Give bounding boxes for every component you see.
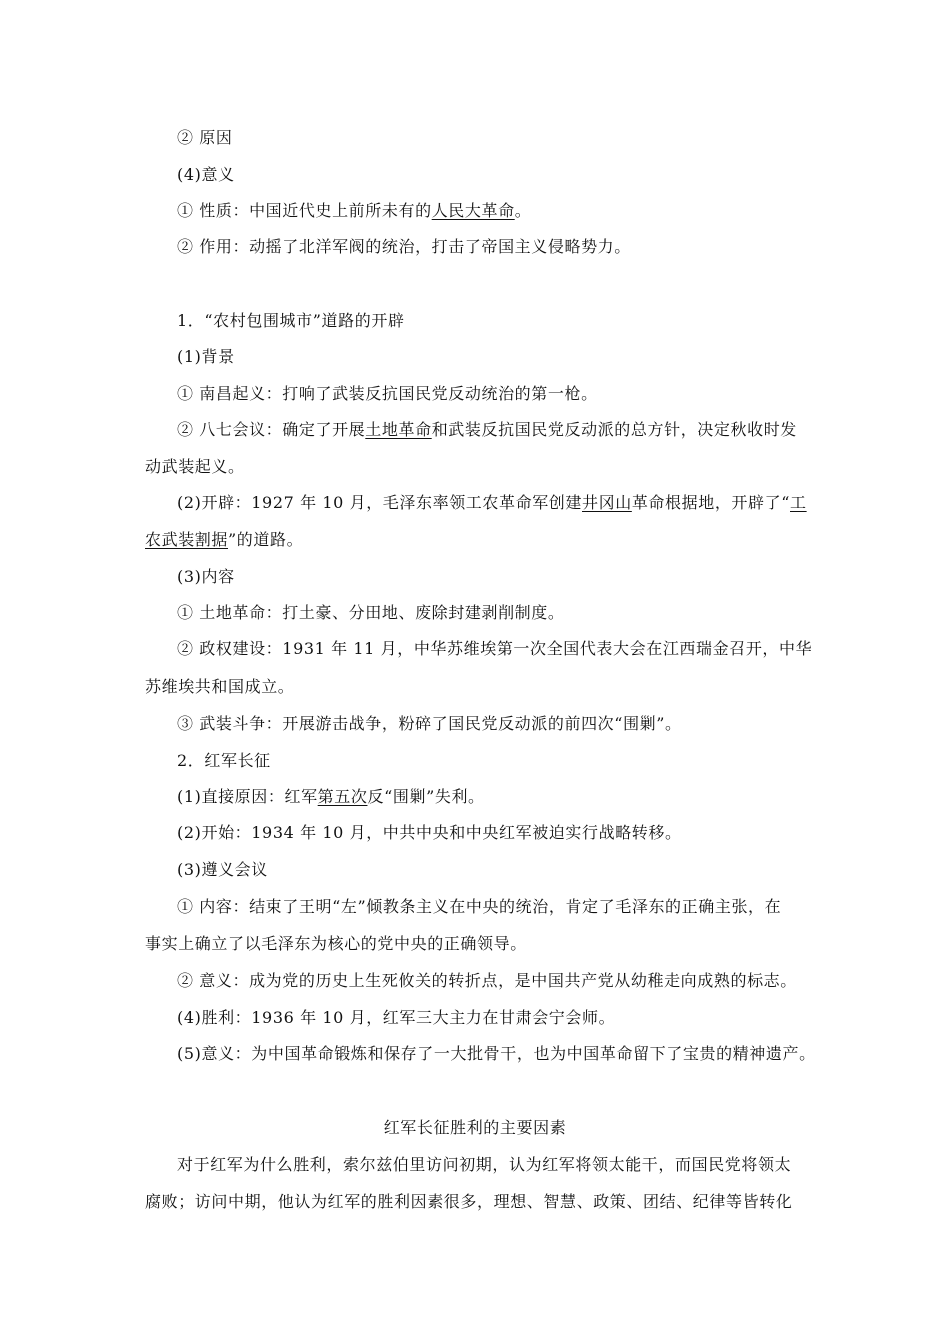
underlined-term: 农武装割据 bbox=[145, 530, 229, 549]
text-line: 事实上确立了以毛泽东为核心的党中央的正确领导。 bbox=[145, 934, 527, 953]
underlined-term: 第五次 bbox=[317, 787, 368, 806]
text-segment: ② 八七会议：确定了开展 bbox=[177, 420, 366, 439]
text-segment: ① 性质：中国近代史上前所未有的 bbox=[177, 201, 432, 220]
text-line: ① 土地革命：打土豪、分田地、废除封建剥削制度。 bbox=[177, 603, 565, 622]
underlined-term: 井冈山 bbox=[582, 493, 632, 512]
text-line: ① 南昌起义：打响了武装反抗国民党反动统治的第一枪。 bbox=[177, 384, 598, 403]
text-line: ① 内容：结束了王明“左”倾教条主义在中央的统治，肯定了毛泽东的正确主张，在 bbox=[177, 897, 782, 916]
text-line bbox=[177, 200, 531, 222]
text-line: (4)意义 bbox=[177, 165, 235, 184]
underlined-term: 人民大革命 bbox=[431, 201, 515, 220]
text-segment: 革命根据地，开辟了“ bbox=[631, 493, 791, 512]
text-line: ② 作用：动摇了北洋军阀的统治，打击了帝国主义侵略势力。 bbox=[177, 237, 631, 256]
text-line: (3)内容 bbox=[177, 567, 235, 586]
paragraph-line: 对于红军为什么胜利，索尔兹伯里访问初期，认为红军将领太能干，而国民党将领太 bbox=[177, 1155, 792, 1174]
text-segment: 。 bbox=[514, 201, 532, 220]
underlined-term: 工 bbox=[790, 493, 807, 512]
text-line: ② 意义：成为党的历史上生死攸关的转折点，是中国共产党从幼稚走向成熟的标志。 bbox=[177, 971, 797, 990]
text-line: 苏维埃共和国成立。 bbox=[145, 677, 295, 696]
reading-title: 红军长征胜利的主要因素 bbox=[383, 1118, 567, 1137]
text-line: (5)意义：为中国革命锻炼和保存了一大批骨干，也为中国革命留下了宝贵的精神遗产。 bbox=[177, 1044, 816, 1063]
text-line bbox=[145, 529, 303, 551]
text-segment: 反“围剿”失利。 bbox=[367, 787, 485, 806]
text-line bbox=[177, 492, 807, 514]
text-line: ③ 武装斗争：开展游击战争，粉碎了国民党反动派的前四次“围剿”。 bbox=[177, 714, 682, 733]
text-line: ② 政权建设：1931 年 11 月，中华苏维埃第一次全国代表大会在江西瑞金召开，中华 bbox=[177, 639, 813, 658]
text-line: (3)遵义会议 bbox=[177, 860, 268, 879]
text-segment: 和武装反抗国民党反动派的总方针，决定秋收时发 bbox=[431, 420, 797, 439]
text-segment: ”的道路。 bbox=[228, 530, 304, 549]
text-line bbox=[177, 419, 797, 441]
text-line: (2)开始：1934 年 10 月，中共中央和中央红军被迫实行战略转移。 bbox=[177, 823, 682, 842]
text-line: (1)背景 bbox=[177, 347, 235, 366]
section-heading: 2．红军长征 bbox=[177, 751, 271, 770]
text-segment: (2)开辟：1927 年 10 月，毛泽东率领工农革命军创建 bbox=[177, 493, 583, 512]
text-line: (4)胜利：1936 年 10 月，红军三大主力在甘肃会宁会师。 bbox=[177, 1008, 616, 1027]
section-heading: 1．“农村包围城市”道路的开辟 bbox=[177, 311, 405, 330]
text-segment: (1)直接原因：红军 bbox=[177, 787, 318, 806]
underlined-term: 土地革命 bbox=[365, 420, 432, 439]
text-line: ② 原因 bbox=[177, 128, 233, 147]
text-line bbox=[177, 786, 485, 808]
paragraph-line: 腐败；访问中期，他认为红军的胜利因素很多，理想、智慧、政策、团结、纪律等皆转化 bbox=[145, 1192, 793, 1211]
text-line: 动武装起义。 bbox=[145, 457, 245, 476]
